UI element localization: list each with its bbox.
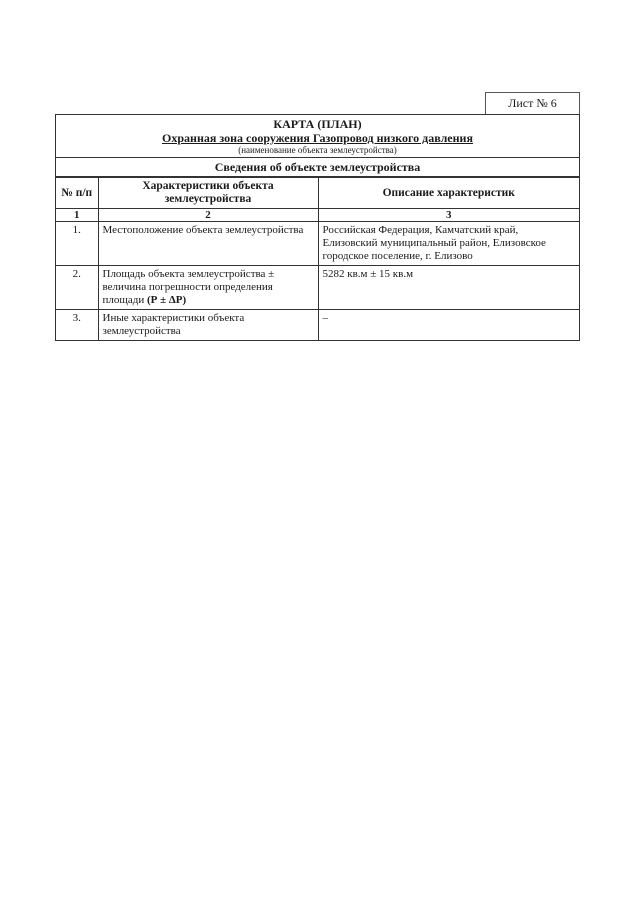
row-description: – xyxy=(318,310,579,341)
section-title: Сведения об объекте землеустройства xyxy=(56,158,579,177)
table-header-row xyxy=(56,178,579,209)
sheet-number-label: Лист № 6 xyxy=(485,92,580,114)
card-subtitle: Охранная зона сооружения Газопровод низкого давления xyxy=(162,131,473,145)
land-card xyxy=(55,114,580,341)
column-number: 3 xyxy=(318,209,579,222)
row-characteristic: Площадь объекта землеустройства ± величина погрешности определения площади xyxy=(102,268,275,306)
card-title: КАРТА (ПЛАН) xyxy=(273,117,362,131)
column-number-row xyxy=(56,209,579,222)
table-row xyxy=(56,310,579,341)
row-description: 5282 кв.м ± 15 кв.м xyxy=(318,266,579,310)
column-number: 2 xyxy=(98,209,318,222)
table-row xyxy=(56,266,579,310)
row-num: 2. xyxy=(56,266,98,310)
characteristics-table xyxy=(56,177,579,340)
table-row xyxy=(56,222,579,266)
column-header-characteristic: Характеристики объекта землеустройства xyxy=(98,178,318,209)
column-header-description: Описание характеристик xyxy=(318,178,579,209)
row-num: 3. xyxy=(56,310,98,341)
row-characteristic-cell xyxy=(98,266,318,310)
card-header xyxy=(56,115,579,158)
row-characteristic: Местоположение объекта землеустройства xyxy=(98,222,318,266)
row-description: Российская Федерация, Камчатский край, Елизовский муниципальный район, Елизовское городское поселение, г. Елизово xyxy=(318,222,579,266)
column-number: 1 xyxy=(56,209,98,222)
column-header-num: № п/п xyxy=(56,178,98,209)
area-formula: (Р ± ΔР) xyxy=(146,294,187,306)
card-caption: (наименование объекта землеустройства) xyxy=(238,145,397,155)
row-characteristic: Иные характеристики объекта землеустройства xyxy=(98,310,318,341)
row-num: 1. xyxy=(56,222,98,266)
